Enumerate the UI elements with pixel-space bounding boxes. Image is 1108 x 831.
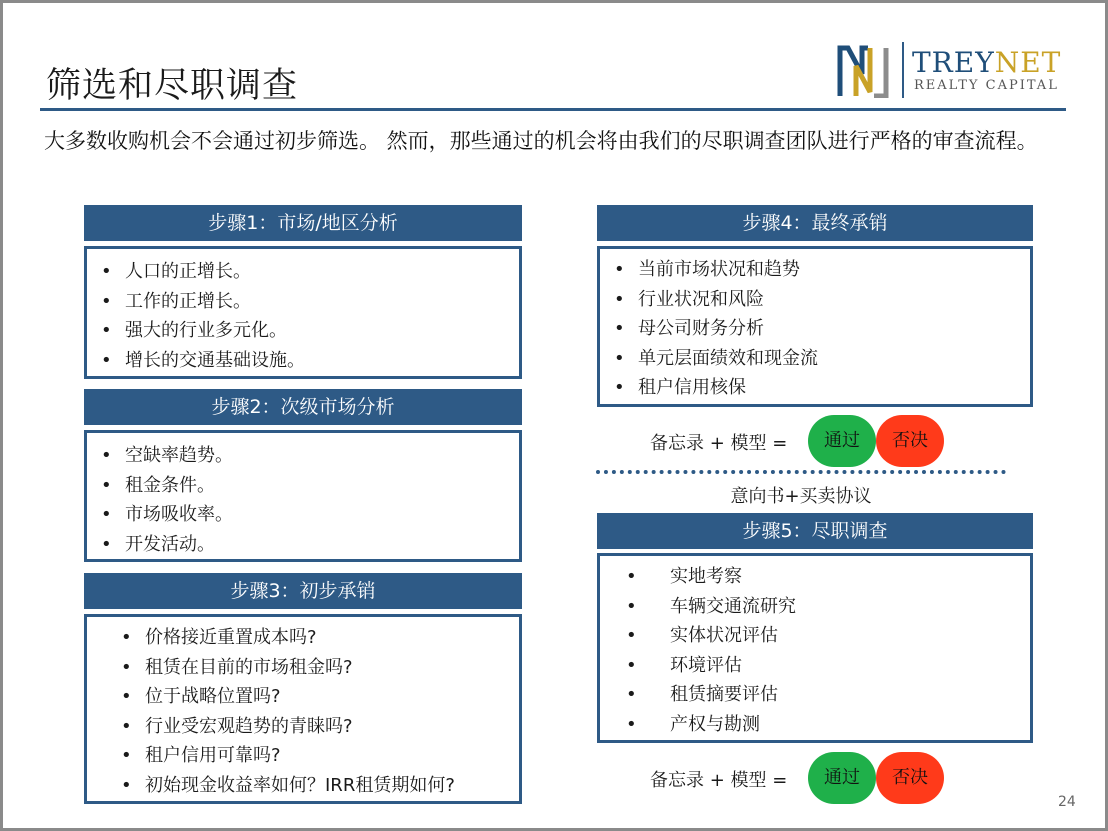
dotted-divider [596,470,1006,474]
list-item: • 市场吸收率。 [101,504,233,525]
list-item: • 单元层面绩效和现金流 [614,347,818,369]
list-item: • 实体状况评估 [626,625,778,646]
treynet-logo [836,42,1062,100]
memo-model-label: 备忘录 + 模型 = [650,770,788,791]
list-item: • 车辆交通流研究 [626,595,796,617]
decision-row-2 [650,752,950,804]
step2-header: 步骤2：次级市场分析 [84,389,522,425]
list-item: • 增长的交通基础设施。 [101,349,305,371]
logo-divider [902,42,904,98]
list-item: • 租户信用可靠吗? [121,745,281,766]
list-item: • 开发活动。 [101,533,215,555]
list-item: • 人口的正增长。 [101,261,251,282]
step4-list [614,255,1030,403]
list-item: • 价格接近重置成本吗? [121,627,317,648]
pass-button[interactable]: 通过 [808,415,876,467]
list-item: • 环境评估 [626,654,742,676]
step4-box [597,246,1033,407]
loi-psa-label: 意向书+买卖协议 [730,486,872,507]
logo-name-trey: TREY [912,46,995,79]
reject-button[interactable]: 否决 [876,752,944,804]
step5-box [597,553,1033,743]
list-item: • 强大的行业多元化。 [101,320,287,341]
list-item: • 租户信用核保 [614,377,746,398]
treynet-logo-icon [836,44,890,98]
logo-name [912,46,1061,79]
memo-model-label: 备忘录 + 模型 = [650,433,788,454]
title-divider [40,108,1066,111]
list-item: • 行业受宏观趋势的青睐吗? [121,715,353,737]
list-item: • 当前市场状况和趋势 [614,259,800,280]
step1-box [84,246,522,379]
step3-box [84,614,522,804]
list-item: • 租金条件。 [101,474,215,496]
step2-box [84,430,522,562]
step4-header: 步骤4：最终承销 [597,205,1033,241]
list-item: • 位于战略位置吗? [121,686,281,707]
list-item: • 租赁摘要评估 [626,684,778,705]
list-item: • 工作的正增长。 [101,290,251,312]
slide-title: 筛选和尽职调查 [46,66,299,106]
list-item: • 租赁在目前的市场租金吗? [121,656,353,678]
step1-list [101,257,519,375]
step1-header: 步骤1：市场/地区分析 [84,205,522,241]
decision-row-1 [650,415,950,467]
step5-header: 步骤5：尽职调查 [597,513,1033,549]
step5-list [626,562,1030,739]
page-number: 24 [1058,794,1076,810]
step3-header: 步骤3：初步承销 [84,573,522,609]
list-item: • 实地考察 [626,566,742,587]
intro-text: 大多数收购机会不会通过初步筛选。 然而，那些通过的机会将由我们的尽职调查团队进行严格的审查流程。 [44,129,1038,153]
pass-button[interactable]: 通过 [808,752,876,804]
logo-subtitle: REALTY CAPITAL [914,78,1059,93]
step2-list [101,441,519,559]
list-item: • 初始现金收益率如何？IRR租赁期如何? [121,774,455,796]
list-item: • 母公司财务分析 [614,318,764,339]
list-item: • 产权与勘测 [626,713,760,735]
step3-list [121,623,519,800]
reject-button[interactable]: 否决 [876,415,944,467]
list-item: • 空缺率趋势。 [101,445,233,466]
logo-name-net: NET [994,46,1062,79]
list-item: • 行业状况和风险 [614,288,764,310]
